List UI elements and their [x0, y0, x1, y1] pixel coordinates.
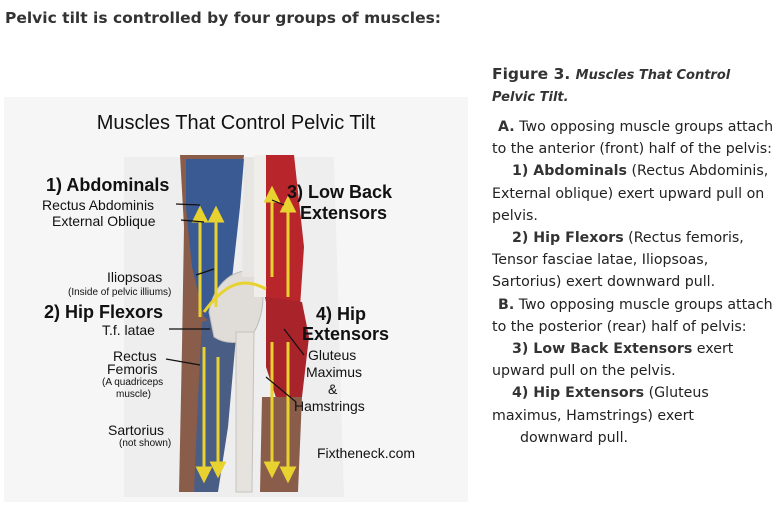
label-credit: Fixtheneck.com — [317, 445, 416, 461]
figure-caption — [492, 64, 777, 449]
caption-item-4-cont — [492, 427, 777, 449]
caption-section-b — [492, 294, 777, 338]
caption-item-2 — [492, 227, 777, 294]
label-hip-ext-1: 4) Hip — [316, 304, 367, 324]
caption-item4-text: (Gluteus maximus, Hamstrings) exert — [492, 385, 709, 424]
label-low-back-1: 3) Low Back — [287, 182, 393, 202]
muscle-illustration — [4, 97, 468, 502]
caption-item-4 — [492, 382, 777, 426]
label-hip-ext-2: Extensors — [302, 324, 390, 344]
label-femoris: Femoris — [107, 361, 158, 377]
label-sartorius: Sartorius — [108, 422, 165, 438]
caption-a-text: Two opposing muscle groups attach to the anterior (front) half of the pelvis: — [492, 119, 774, 158]
label-rectus: Rectus — [113, 348, 157, 364]
caption-item3-label: 3) Low Back Extensors — [512, 341, 693, 358]
label-hamstrings: Hamstrings — [294, 398, 365, 414]
page-heading: Pelvic tilt is controlled by four groups of muscles: — [5, 9, 442, 27]
label-tf-latae: T.f. latae — [102, 322, 155, 338]
caption-figure-number: Figure 3. — [492, 65, 571, 83]
label-gluteus: Gluteus — [308, 347, 357, 363]
figure-title: Muscles That Control Pelvic Tilt — [96, 112, 376, 134]
caption-item4-text2: downward pull. — [520, 429, 629, 446]
caption-b-text: Two opposing muscle groups attach to the posterior (rear) half of pelvis: — [492, 296, 773, 335]
label-maximus: Maximus — [306, 364, 363, 380]
label-external-oblique: External Oblique — [52, 213, 156, 229]
label-iliopsoas-note: (Inside of pelvic illiums) — [68, 287, 172, 298]
caption-section-a — [492, 116, 777, 160]
caption-item1-text: (Rectus Abdominis, External oblique) exert upward pull on pelvis. — [492, 163, 769, 224]
caption-title-2: Pelvic Tilt. — [492, 90, 569, 105]
caption-item1-label: 1) Abdominals — [512, 163, 627, 180]
caption-item-1 — [492, 160, 777, 227]
caption-b-letter: B. — [498, 296, 515, 313]
label-rectus-abdominis: Rectus Abdominis — [42, 197, 155, 213]
label-quad-note-1: (A quadriceps — [102, 377, 164, 388]
caption-item2-label: 2) Hip Flexors — [512, 230, 624, 247]
label-quad-note-2: muscle) — [116, 389, 152, 400]
caption-title-1: Muscles That Control — [575, 68, 731, 83]
label-hip-flexors: 2) Hip Flexors — [44, 302, 164, 322]
label-abdominals: 1) Abdominals — [46, 175, 170, 195]
caption-item4-label: 4) Hip Extensors — [512, 385, 645, 402]
caption-title — [492, 64, 777, 108]
label-iliopsoas: Iliopsoas — [107, 269, 163, 285]
pelvic-tilt-figure — [4, 97, 468, 502]
caption-item-3 — [492, 338, 777, 382]
label-amp: & — [328, 381, 338, 397]
caption-a-letter: A. — [498, 119, 515, 135]
caption-item2-text: (Rectus femoris, Tensor fasciae latae, Iliopsoas, Sartorius) exert downward pull. — [492, 230, 744, 291]
femur-bone — [236, 332, 254, 492]
label-low-back-2: Extensors — [300, 203, 388, 223]
label-not-shown: (not shown) — [119, 438, 172, 449]
caption-item3-text: exert upward pull on the pelvis. — [492, 341, 734, 380]
